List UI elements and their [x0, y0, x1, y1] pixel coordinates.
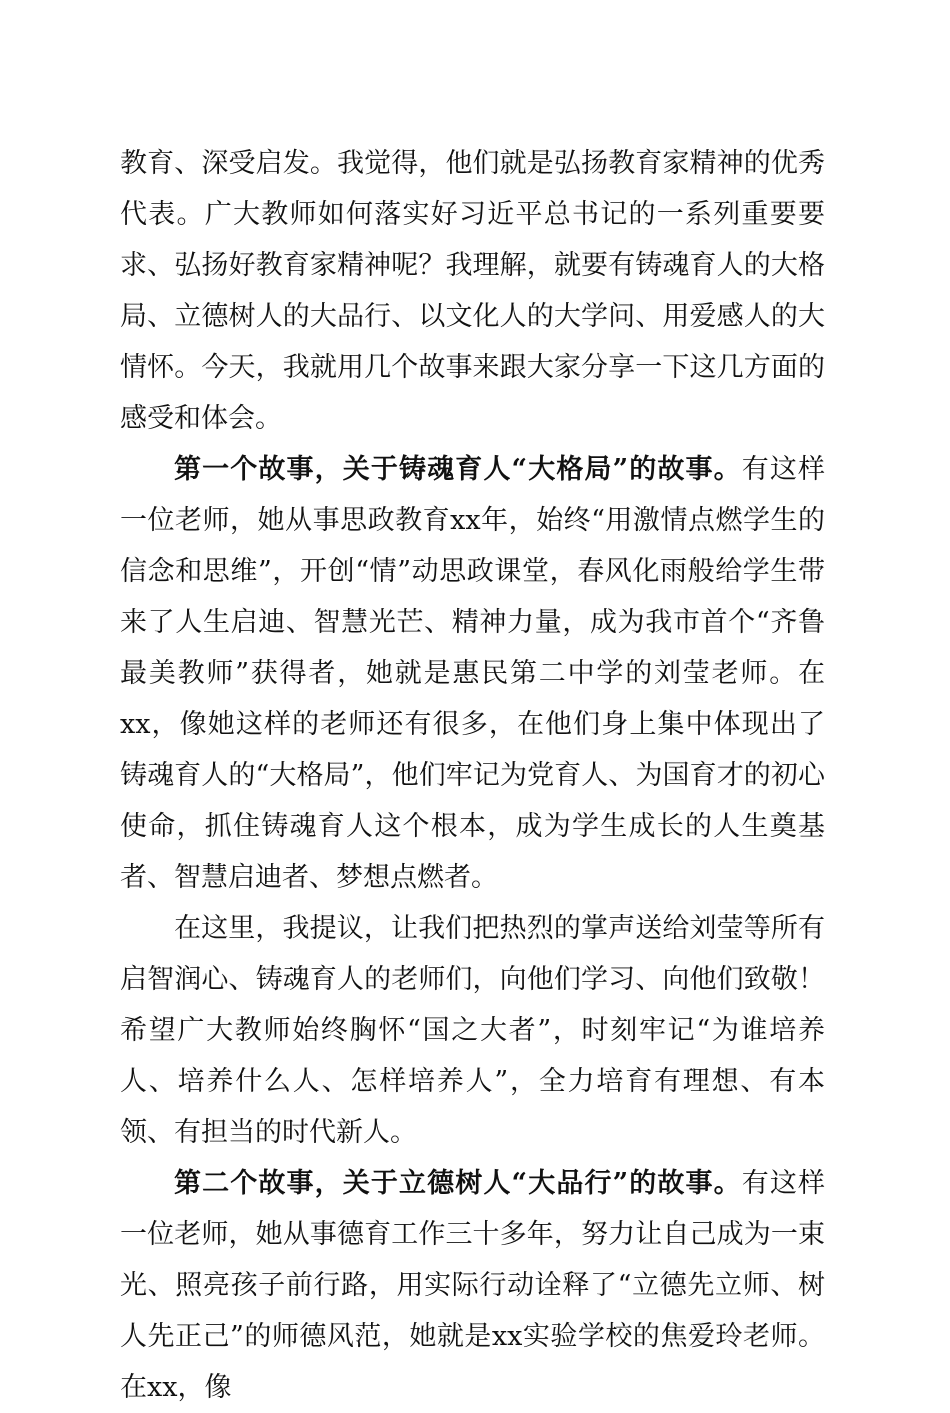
paragraph-story-one: [120, 444, 825, 903]
paragraph-text: 在这里，我提议，让我们把热烈的掌声送给刘莹等所有启智润心、铸魂育人的老师们，向他们学习、向他们致敬！希望广大教师始终胸怀“国之大者”，时刻牢记“为谁培养人、培养什么人、怎样培养人”，全力培育有理想、有本领、有担当的时代新人。: [120, 913, 825, 1148]
paragraph-proposal: [120, 903, 825, 1158]
paragraph-text: 有这样一位老师，她从事德育工作三十多年，努力让自己成为一束光、照亮孩子前行路，用实际行动诠释了“立德先立师、树人先正己”的师德风范，她就是xx实验学校的焦爱玲老师。在xx，像: [120, 1168, 826, 1403]
document-page: [120, 138, 825, 1413]
story-two-heading: 第二个故事，关于立德树人“大品行”的故事。: [174, 1168, 742, 1199]
story-one-heading: 第一个故事，关于铸魂育人“大格局”的故事。: [174, 454, 742, 485]
paragraph-text: 教育、深受启发。我觉得，他们就是弘扬教育家精神的优秀代表。广大教师如何落实好习近平总书记的一系列重要要求、弘扬好教育家精神呢？我理解，就要有铸魂育人的大格局、立德树人的大品行、以文化人的大学问、用爱感人的大情怀。今天，我就用几个故事来跟大家分享一下这几方面的感受和体会。: [120, 148, 825, 434]
paragraph-text: 有这样一位老师，她从事思政教育xx年，始终“用激情点燃学生的信念和思维”，开创“情”动思政课堂，春风化雨般给学生带来了人生启迪、智慧光芒、精神力量，成为我市首个“齐鲁最美教师”获得者，她就是惠民第二中学的刘莹老师。在xx，像她这样的老师还有很多，在他们身上集中体现出了铸魂育人的“大格局”，他们牢记为党育人、为国育才的初心使命，抓住铸魂育人这个根本，成为学生成长的人生奠基者、智慧启迪者、梦想点燃者。: [120, 454, 826, 893]
paragraph-story-two: [120, 1158, 825, 1413]
paragraph-continuation: [120, 138, 825, 444]
